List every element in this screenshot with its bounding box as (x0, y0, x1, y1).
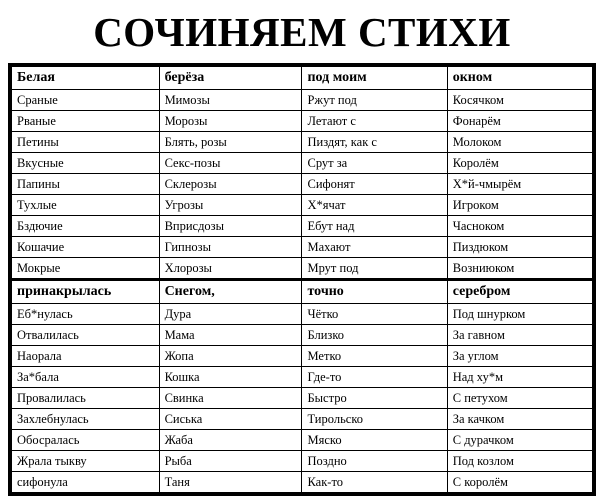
header-cell: серебром (447, 280, 592, 304)
table-cell: Срут за (302, 153, 447, 174)
table-cell: Тухлые (12, 195, 160, 216)
table-cell: С дурачком (447, 430, 592, 451)
table-cell: Еб*нулась (12, 304, 160, 325)
table-row (12, 388, 593, 409)
table-row (12, 153, 593, 174)
table-cell: Склерозы (159, 174, 302, 195)
table-cell: Вкусные (12, 153, 160, 174)
table-row (12, 304, 593, 325)
table-cell: Х*й-чмырём (447, 174, 592, 195)
table-cell: Угрозы (159, 195, 302, 216)
table-cell: Тирольско (302, 409, 447, 430)
table-row (12, 430, 593, 451)
table-cell: Бздючие (12, 216, 160, 237)
table-cell: Мимозы (159, 90, 302, 111)
table-row (12, 258, 593, 280)
table-row (12, 409, 593, 430)
table-cell: Блять, розы (159, 132, 302, 153)
table-cell: За*бала (12, 367, 160, 388)
table-cell: Морозы (159, 111, 302, 132)
table-row (12, 174, 593, 195)
table-cell: Провалилась (12, 388, 160, 409)
table-cell: Королём (447, 153, 592, 174)
table-header-row-1 (12, 67, 593, 90)
table-cell: Поздно (302, 451, 447, 472)
table-cell: Ржут под (302, 90, 447, 111)
page-title: СОЧИНЯЕМ СТИХИ (93, 9, 511, 55)
table-cell: Свинка (159, 388, 302, 409)
table-cell: Жрала тыкву (12, 451, 160, 472)
table-cell: Пиздюком (447, 237, 592, 258)
table-cell: Сиська (159, 409, 302, 430)
table-cell: Папины (12, 174, 160, 195)
table-cell: Х*ячат (302, 195, 447, 216)
table-cell: Обосралась (12, 430, 160, 451)
table-cell: Дура (159, 304, 302, 325)
table-cell: Под шнурком (447, 304, 592, 325)
header-cell: берёза (159, 67, 302, 90)
table-cell: Мяско (302, 430, 447, 451)
table-row (12, 325, 593, 346)
table-cell: Где-то (302, 367, 447, 388)
table-cell: Сраные (12, 90, 160, 111)
table-cell: Захлебнулась (12, 409, 160, 430)
table-row (12, 472, 593, 493)
table-row (12, 367, 593, 388)
table-cell: Возниюком (447, 258, 592, 280)
table-cell: Отвалилась (12, 325, 160, 346)
table-row (12, 111, 593, 132)
table-cell: С королём (447, 472, 592, 493)
table-cell: Секс-позы (159, 153, 302, 174)
table-cell: Рыба (159, 451, 302, 472)
header-cell: принакрылась (12, 280, 160, 304)
header-cell: под моим (302, 67, 447, 90)
table-row (12, 132, 593, 153)
table-cell: Летают с (302, 111, 447, 132)
table-cell: Махают (302, 237, 447, 258)
table-cell: сифонула (12, 472, 160, 493)
table-cell: Таня (159, 472, 302, 493)
header-cell: окном (447, 67, 592, 90)
table-cell: Пиздят, как с (302, 132, 447, 153)
table-row (12, 216, 593, 237)
table-cell: Жаба (159, 430, 302, 451)
table-cell: Вприсдозы (159, 216, 302, 237)
table-cell: За гавном (447, 325, 592, 346)
table-cell: Хлорозы (159, 258, 302, 280)
poem-table (11, 66, 593, 493)
table-cell: Мрут под (302, 258, 447, 280)
table-cell: Часноком (447, 216, 592, 237)
table-cell: Петины (12, 132, 160, 153)
table-cell: Как-то (302, 472, 447, 493)
table-cell: Гипнозы (159, 237, 302, 258)
table-cell: Мама (159, 325, 302, 346)
table-cell: За качком (447, 409, 592, 430)
table-cell: Фонарём (447, 111, 592, 132)
table-cell: Жопа (159, 346, 302, 367)
table-cell: Кошачие (12, 237, 160, 258)
table-cell: Игроком (447, 195, 592, 216)
table-row (12, 451, 593, 472)
table-cell: Косячком (447, 90, 592, 111)
header-cell: Белая (12, 67, 160, 90)
table-cell: Мокрые (12, 258, 160, 280)
header-cell: Снегом, (159, 280, 302, 304)
table-header-row-2 (12, 280, 593, 304)
table-row (12, 237, 593, 258)
table-cell: С петухом (447, 388, 592, 409)
table-cell: Наорала (12, 346, 160, 367)
table-cell: Рваные (12, 111, 160, 132)
table-cell: Сифонят (302, 174, 447, 195)
poem-table-container (8, 63, 596, 496)
table-cell: Метко (302, 346, 447, 367)
table-row (12, 90, 593, 111)
table-cell: Кошка (159, 367, 302, 388)
table-cell: Над ху*м (447, 367, 592, 388)
table-cell: Под козлом (447, 451, 592, 472)
header-cell: точно (302, 280, 447, 304)
table-row (12, 195, 593, 216)
table-cell: Чётко (302, 304, 447, 325)
table-cell: Близко (302, 325, 447, 346)
table-cell: Быстро (302, 388, 447, 409)
table-row (12, 346, 593, 367)
table-cell: За углом (447, 346, 592, 367)
poem-table-body (12, 67, 593, 493)
table-cell: Ебут над (302, 216, 447, 237)
table-cell: Молоком (447, 132, 592, 153)
